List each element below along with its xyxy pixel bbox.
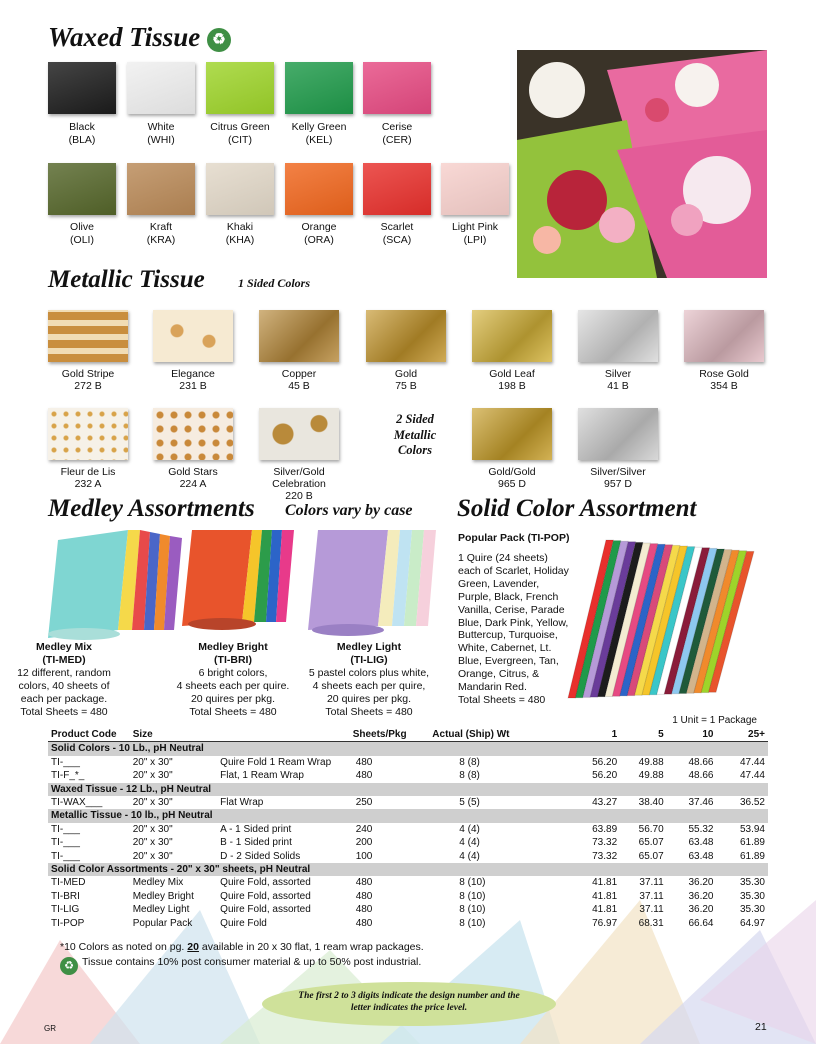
table-cell: 41.81 (592, 890, 618, 902)
table-cell: 480 (355, 770, 373, 782)
metallic-swatch-label: Gold Stars 224 A (168, 466, 218, 490)
waxed-swatch (48, 62, 116, 114)
popular-pack-desc-line: White, Cabernet, Lt. (458, 642, 552, 655)
popular-pack-desc-line: Blue, Dark Pink, Yellow, (458, 616, 569, 629)
waxed-swatch-label: Kelly Green (KEL) (291, 121, 347, 146)
popular-pack-desc-line: Vanilla, Cerise, Parade (458, 603, 565, 616)
metallic-swatch (48, 408, 128, 460)
table-cell: 36.20 (688, 877, 714, 889)
waxed-swatch-label: White (WHI) (147, 121, 175, 146)
page-left-code: GR (44, 1024, 56, 1033)
group-label: Waxed Tissue - 12 Lb., pH Neutral (48, 783, 768, 796)
table-cell: 73.32 (592, 850, 618, 862)
table-cell: Medley Light (132, 904, 190, 916)
table-cell: 100 (355, 850, 373, 862)
table-group-row (48, 863, 768, 876)
table-cell: 36.20 (688, 904, 714, 916)
medley-item: Medley Light (TI-LIG) 5 pastel colors plus white, 4 sheets each per quire, 20 quires per pkg. Total Sheets = 480 (308, 641, 430, 718)
metallic-swatch-label: Copper 45 B (281, 368, 317, 392)
table-cell: 76.97 (592, 917, 618, 929)
table-header-row (48, 728, 768, 742)
metallic-swatch (684, 310, 764, 362)
waxed-swatch (127, 62, 195, 114)
metallic-swatch-label: Gold 75 B (394, 368, 418, 392)
table-cell: TI-WAX___ (51, 797, 103, 809)
popular-pack-image (562, 538, 770, 706)
metallic-swatch (48, 310, 128, 362)
table-cell: TI-___ (51, 823, 80, 835)
col-product-code: Product Code (48, 728, 130, 742)
table-cell: 63.48 (688, 850, 714, 862)
metallic-swatch-label: Fleur de Lis 232 A (60, 466, 116, 490)
table-cell: 4 (4) (459, 850, 480, 862)
table-cell: TI-___ (51, 837, 80, 849)
table-cell: 73.32 (592, 837, 618, 849)
table-cell: 37.11 (639, 904, 664, 916)
medley-light-image (308, 530, 436, 638)
waxed-swatch (127, 163, 195, 215)
metallic-swatch-label: Silver/Gold Celebration 220 B (272, 466, 326, 502)
medley-item: Medley Mix (TI-MED) 12 different, random colors, 40 sheets of each per package. Total Sheets = 480 (17, 641, 111, 718)
table-cell: 240 (355, 823, 373, 835)
table-cell: 47.44 (739, 770, 765, 782)
table-cell: 41.81 (592, 877, 618, 889)
col-sheets: Sheets/Pkg (350, 728, 430, 742)
metallic-swatch-label: Silver/Silver 957 D (590, 466, 646, 490)
popular-pack-desc-line: 1 Quire (24 sheets) (458, 552, 548, 564)
metallic-swatch (578, 310, 658, 362)
popular-pack-desc-line: Purple, Black, French (458, 590, 559, 603)
waxed-swatch-label: Orange (ORA) (301, 221, 337, 246)
table-cell: 49.88 (638, 770, 664, 782)
col-description (217, 728, 350, 742)
table-row (48, 903, 768, 916)
table-cell: TI-___ (51, 850, 80, 862)
waxed-swatch-label: Scarlet (SCA) (380, 221, 414, 246)
metallic-swatch (259, 408, 339, 460)
table-cell: 61.89 (739, 837, 765, 849)
table-cell: 8 (8) (459, 770, 480, 782)
table-row (48, 850, 768, 863)
table-cell: 35.30 (739, 890, 765, 902)
waxed-swatch-label: Light Pink (LPI) (451, 221, 499, 246)
table-cell: 480 (355, 877, 373, 889)
price-table (48, 728, 768, 930)
popular-pack-desc-line: each of Scarlet, Holiday (458, 564, 569, 577)
table-cell: Medley Bright (132, 890, 194, 902)
table-cell: 68.31 (638, 917, 664, 929)
medley-title: Medley Assortments (48, 495, 255, 522)
table-cell: 20" x 30" (132, 797, 173, 809)
recycle-note: ♻ Tissue contains 10% post consumer material & up to 50% post industrial. (60, 956, 421, 975)
table-cell: 65.07 (638, 837, 664, 849)
table-cell: 36.52 (739, 797, 765, 809)
metallic-swatch-label: Gold Leaf 198 B (489, 368, 535, 392)
col-price-10: 10 (667, 728, 717, 742)
table-cell: 35.30 (739, 877, 765, 889)
table-cell: 37.11 (639, 890, 664, 902)
two-sided-label: 2 Sided Metallic Colors (393, 412, 437, 457)
metallic-subtitle: 1 Sided Colors (238, 276, 311, 290)
table-cell: 4 (4) (459, 837, 480, 849)
table-group-row (48, 809, 768, 822)
table-cell: Popular Pack (132, 917, 193, 929)
table-cell: 35.30 (739, 904, 765, 916)
popular-pack-title: Popular Pack (TI-POP) (458, 532, 570, 544)
table-cell: 480 (355, 756, 373, 768)
table-cell: TI-POP (51, 917, 85, 929)
waxed-swatch (363, 163, 431, 215)
table-cell: 36.20 (688, 890, 714, 902)
waxed-swatch-label: Khaki (KHA) (225, 221, 255, 246)
metallic-swatch (366, 310, 446, 362)
medley-item: Medley Bright (TI-BRI) 6 bright colors, 4 sheets each per quire. 20 quires per pkg. Total Sheets = 480 (176, 641, 290, 718)
waxed-swatch (441, 163, 509, 215)
popular-pack-desc-line: Buttercup, Turquoise, (458, 629, 558, 642)
waxed-swatch (206, 62, 274, 114)
table-row (48, 890, 768, 903)
table-cell: TI-LIG (51, 904, 80, 916)
col-price-1: 1 (572, 728, 620, 742)
popular-pack-desc-line: Green, Lavender, (458, 577, 540, 590)
table-cell: 8 (8) (459, 756, 480, 768)
group-label: Solid Color Assortments - 20" x 30" sheets, pH Neutral (48, 863, 768, 876)
table-row (48, 876, 768, 889)
table-cell: 56.20 (592, 756, 618, 768)
waxed-swatch-label: Olive (OLI) (70, 221, 94, 246)
table-cell: 64.97 (739, 917, 765, 929)
table-cell: 63.89 (592, 823, 618, 835)
waxed-tissue-title: Waxed Tissue ♻ (48, 22, 231, 53)
table-cell: TI-BRI (51, 890, 80, 902)
unit-note: 1 Unit = 1 Package (672, 715, 757, 726)
metallic-swatch (153, 408, 233, 460)
table-cell: 8 (10) (459, 917, 486, 929)
table-cell: TI-F_*_ (51, 770, 85, 782)
table-cell: Quire Fold (220, 917, 267, 929)
waxed-swatch (285, 163, 353, 215)
table-cell: 8 (10) (459, 904, 486, 916)
table-cell: 61.89 (739, 850, 765, 862)
waxed-swatch (285, 62, 353, 114)
table-cell: 53.94 (739, 823, 765, 835)
table-row (48, 796, 768, 809)
popular-pack-desc-line: Total Sheets = 480 (458, 693, 546, 706)
waxed-swatch-label: Black (BLA) (68, 121, 96, 146)
table-cell: 480 (355, 904, 373, 916)
table-group-row (48, 742, 768, 756)
table-cell: 37.11 (639, 877, 664, 889)
table-cell: 37.46 (688, 797, 714, 809)
metallic-swatch-label: Elegance 231 B (171, 368, 215, 392)
popular-pack-description (458, 552, 569, 707)
table-cell: TI-___ (51, 756, 80, 768)
table-row (48, 769, 768, 782)
metallic-swatch (472, 408, 552, 460)
table-cell: 41.81 (592, 904, 618, 916)
popular-pack-desc-line: Orange, Citrus, & (458, 668, 540, 681)
metallic-swatch-label: Gold Stripe 272 B (61, 368, 115, 392)
table-cell: 4 (4) (459, 823, 480, 835)
table-cell: 38.40 (638, 797, 664, 809)
metallic-swatch-label: Gold/Gold 965 D (488, 466, 536, 490)
table-cell: 20" x 30" (132, 837, 173, 849)
table-cell: Flat Wrap (220, 797, 264, 809)
waxed-swatch (48, 163, 116, 215)
medley-mix-image (48, 530, 182, 640)
table-group-row (48, 783, 768, 796)
group-label: Solid Colors - 10 Lb., pH Neutral (48, 742, 768, 756)
table-cell: 200 (355, 837, 373, 849)
recycle-leaf-icon: ♻ (207, 28, 231, 52)
metallic-swatch-label: Rose Gold 354 B (699, 368, 749, 392)
waxed-swatch-label: Citrus Green (CIT) (210, 121, 270, 146)
table-cell: 63.48 (688, 837, 714, 849)
table-cell: 55.32 (688, 823, 714, 835)
popular-pack-desc-line: Blue, Evergreen, Tan, (458, 655, 559, 668)
metallic-swatch (259, 310, 339, 362)
table-cell: 43.27 (592, 797, 618, 809)
col-size: Size (130, 728, 217, 742)
waxed-swatch (363, 62, 431, 114)
table-cell: 20" x 30" (132, 823, 173, 835)
table-cell: 20" x 30" (132, 756, 173, 768)
table-cell: D - 2 Sided Solids (220, 850, 301, 862)
waxed-swatch (206, 163, 274, 215)
medley-subtitle: Colors vary by case (285, 502, 413, 519)
col-price-25: 25+ (716, 728, 768, 742)
table-cell: Quire Fold 1 Ream Wrap (220, 756, 332, 768)
table-row (48, 756, 768, 769)
table-cell: A - 1 Sided print (220, 823, 292, 835)
table-cell: 480 (355, 890, 373, 902)
table-row (48, 917, 768, 930)
flower-bouquet-photo (517, 50, 767, 278)
table-cell: Quire Fold, assorted (220, 904, 311, 916)
table-cell: Quire Fold, assorted (220, 890, 311, 902)
table-cell: TI-MED (51, 877, 86, 889)
solid-assortment-title: Solid Color Assortment (457, 495, 697, 522)
metallic-swatch (153, 310, 233, 362)
table-cell: 250 (355, 797, 373, 809)
table-cell: 65.07 (638, 850, 664, 862)
table-cell: 56.20 (592, 770, 618, 782)
table-cell: 20" x 30" (132, 850, 173, 862)
table-cell: 48.66 (688, 756, 714, 768)
table-cell: 48.66 (688, 770, 714, 782)
recycle-leaf-icon-small: ♻ (60, 957, 78, 975)
table-row (48, 823, 768, 836)
colors-footnote: *10 Colors as noted on pg. 20 available in 20 x 30 flat, 1 ream wrap packages. (60, 941, 424, 953)
table-cell: 66.64 (688, 917, 714, 929)
table-cell: 47.44 (739, 756, 765, 768)
waxed-swatch-label: Kraft (KRA) (146, 221, 176, 246)
table-cell: Flat, 1 Ream Wrap (220, 770, 304, 782)
table-cell: 56.70 (638, 823, 664, 835)
metallic-swatch-label: Silver 41 B (604, 368, 632, 392)
table-cell: B - 1 Sided print (220, 837, 292, 849)
metallic-swatch (472, 310, 552, 362)
page-reference-link[interactable]: 20 (187, 941, 199, 953)
metallic-tissue-title: Metallic Tissue (48, 266, 205, 293)
col-price-5: 5 (620, 728, 667, 742)
popular-pack-desc-line: Mandarin Red. (458, 681, 527, 694)
table-cell: 8 (10) (459, 877, 486, 889)
table-cell: Medley Mix (132, 877, 184, 889)
metallic-swatch (578, 408, 658, 460)
col-weight: Actual (Ship) Wt (429, 728, 572, 742)
group-label: Metallic Tissue - 10 lb., pH Neutral (48, 809, 768, 822)
design-callout: The first 2 to 3 digits indicate the design number and the letter indicates the price level. (262, 982, 556, 1026)
medley-bright-image (182, 530, 294, 630)
table-row (48, 836, 768, 849)
waxed-swatch-label: Cerise (CER) (381, 121, 413, 146)
table-cell: Quire Fold, assorted (220, 877, 311, 889)
table-cell: 480 (355, 917, 373, 929)
table-cell: 20" x 30" (132, 770, 173, 782)
table-cell: 8 (10) (459, 890, 486, 902)
table-cell: 5 (5) (459, 797, 480, 809)
page-number: 21 (755, 1021, 767, 1033)
table-cell: 49.88 (638, 756, 664, 768)
